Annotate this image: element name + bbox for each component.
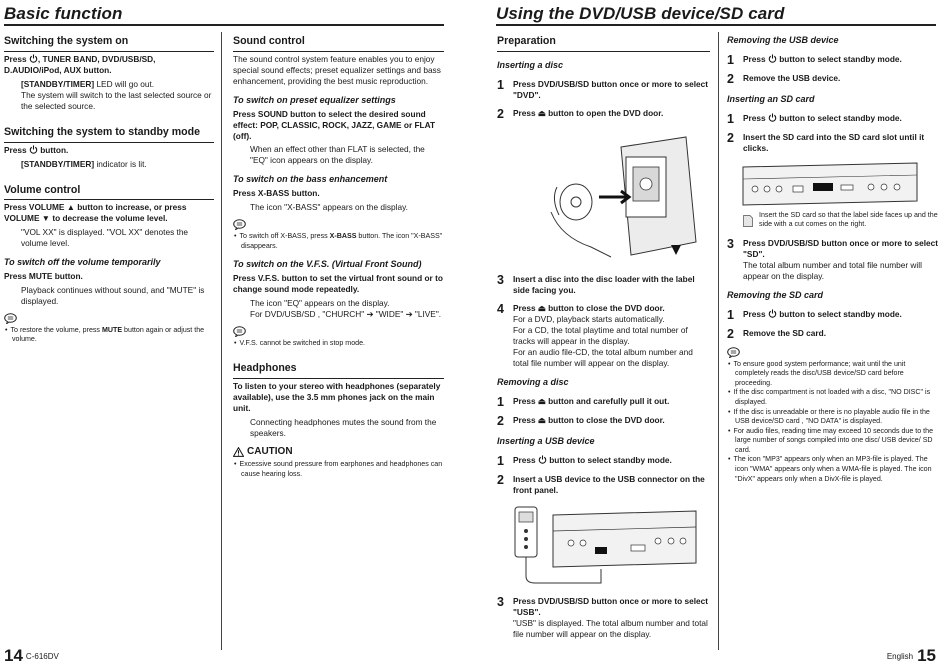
section-heading: Preparation: [497, 35, 710, 52]
usb-connection-illustration: [513, 501, 698, 589]
note-icon: [4, 313, 17, 324]
step-result: For an audio file-CD, the total album number and total file number will appear on the display.: [513, 347, 693, 369]
step: 2 Insert a USB device to the USB connector on the front panel.: [497, 473, 705, 496]
note-item: • To restore the volume, press MUTE button again or adjust the volume.: [4, 326, 214, 345]
note-icon: [233, 219, 246, 230]
step: 1 Press button to select standby mode.: [497, 453, 672, 468]
instruction: Press button.: [4, 144, 69, 155]
section-heading: Volume control: [4, 184, 214, 201]
subheading: To switch off the volume temporarily: [4, 257, 161, 268]
note: [4, 326, 214, 345]
vfs-result: The icon "EQ" appears on the display.: [250, 297, 390, 308]
note-icon: [233, 326, 246, 337]
instruction: Press X-BASS button.: [233, 188, 320, 199]
eject-icon: ⏏: [537, 303, 546, 314]
power-icon: [538, 455, 547, 464]
eject-icon: ⏏: [537, 415, 546, 426]
note-item: • To switch off X-BASS, press X-BASS button. The icon "X-BASS" disappears.: [233, 232, 444, 251]
left-column-2: [233, 35, 444, 493]
instruction: Press , TUNER BAND, DVD/USB/SD, D.AUDIO/iPod, AUX button.: [4, 53, 156, 75]
subheading: Inserting a USB device: [497, 435, 595, 446]
section-heading: Sound control: [233, 35, 444, 52]
note: [727, 360, 939, 484]
instruction: Press MUTE button.: [4, 271, 83, 282]
subheading: Removing a disc: [497, 376, 569, 387]
step: 2 Remove the USB device.: [727, 72, 841, 87]
page-number: 14: [4, 646, 23, 665]
standby-section: [4, 126, 214, 170]
mute-result: Playback continues without sound, and "MUTE" is displayed.: [21, 285, 205, 306]
right-page: [482, 0, 950, 667]
step: 3 Press DVD/USB/SD button once or more to select "USB". "USB" is displayed. The total album number and total file number will appear on the display.: [497, 594, 709, 639]
step-result: "USB" is displayed. The total album number and total file number will appear on the display.: [513, 617, 708, 639]
disc-loader-illustration: [521, 127, 711, 267]
switching-on-section: [4, 35, 214, 112]
sd-card-instruction: [743, 211, 939, 231]
model-number: C-616DV: [25, 651, 59, 661]
sd-card-note: Insert the SD card so that the label side faces up and the side with a cut comes on the right.: [759, 210, 938, 229]
headphones-section: [233, 362, 444, 479]
note-item: • If the disc compartment is not loaded with a disc, "NO DISC" is displayed.: [727, 388, 939, 407]
column-divider: [221, 32, 222, 650]
subheading: Removing the SD card: [727, 289, 824, 300]
page-number: 15: [917, 646, 936, 665]
eject-icon: ⏏: [537, 395, 546, 406]
footer: [4, 646, 59, 666]
step: 4 Press ⏏ button to close the DVD door. For a DVD, playback starts automatically. For a CD, the total playtime and total number of tracks will appear in the display. For an audio file-CD, the total album number and total file number will appear on the display.: [497, 303, 710, 369]
title-rule: [4, 24, 444, 26]
volume-section: [4, 184, 214, 346]
column-divider: [718, 32, 719, 650]
footer: [884, 646, 936, 666]
note-item: • To ensure good system performance; wait until the unit completely reads the disc/USB device/SD card before proceeding.: [727, 360, 939, 389]
power-icon: [29, 145, 38, 154]
power-icon: [768, 54, 777, 63]
eject-icon: ⏏: [537, 108, 546, 119]
language-label: English: [886, 651, 914, 661]
subheading: To switch on the bass enhancement: [233, 174, 388, 185]
step: 1 Press ⏏ button and carefully pull it out.: [497, 394, 670, 409]
right-column-2: [727, 33, 939, 484]
step-result: The total album number and total file number will appear on the display.: [743, 260, 922, 281]
step-result: For a CD, the total playtime and total number of tracks will appear in the display.: [513, 325, 688, 347]
section-heading: Switching the system on: [4, 35, 214, 52]
note: [233, 232, 444, 251]
sound-section: [233, 35, 444, 348]
section-heading: Headphones: [233, 362, 444, 379]
note: [233, 339, 444, 349]
step: 1 Press DVD/USB/SD button once or more to select "DVD".: [497, 77, 709, 101]
vfs-modes: For DVD/USB/SD , "CHURCH" ➔ "WIDE" ➔ "LIVE".: [250, 308, 442, 319]
step: 3 Insert a disc into the disc loader with the label side facing you.: [497, 272, 695, 295]
sd-slot-illustration: [741, 161, 921, 207]
subheading: Inserting a disc: [497, 59, 564, 70]
subheading: Inserting an SD card: [727, 93, 815, 104]
subheading: To switch on preset equalizer settings: [233, 94, 396, 105]
step: 1 Press button to select standby mode.: [727, 52, 902, 67]
power-icon: [768, 113, 777, 122]
power-icon: [768, 309, 777, 318]
left-page: [0, 0, 470, 667]
note-item: • Excessive sound pressure from earphones and headphones can cause hearing loss.: [233, 460, 444, 479]
note: [233, 460, 444, 479]
headphones-result: Connecting headphones mutes the sound from the speakers.: [250, 417, 437, 439]
step: 2 Insert the SD card into the SD card slot until it clicks.: [727, 131, 925, 154]
eq-result: When an effect other than FLAT is selected, the "EQ" icon appears on the display.: [250, 144, 425, 166]
note-item: • If the disc is unreadable or there is no playable audio file in the USB device/SD card , "NO DATA" is displayed.: [727, 408, 939, 427]
caution-label: CAUTION: [233, 445, 444, 458]
bass-result: The icon "X-BASS" appears on the display.: [250, 202, 408, 213]
step: 1 Press button to select standby mode.: [727, 307, 902, 322]
note-item: • The icon "MP3" appears only when an MP3-file is played. The icon "WMA" appears only when a WMA-file is played. The icon "DivX" appears only when a DivX-file is played.: [727, 455, 939, 484]
page-title: Using the DVD/USB device/SD card: [496, 4, 785, 23]
section-heading: Switching the system to standby mode: [4, 126, 214, 143]
sound-intro: The sound control system feature enables you to enjoy special sound effects; preset equalizer settings and bass enhancement, providing the best music reproduction.: [233, 53, 441, 86]
step: 1 Press button to select standby mode.: [727, 111, 902, 126]
note-icon: [727, 347, 740, 358]
step-result: For a DVD, playback starts automatically.: [513, 314, 665, 325]
step: 2 Press ⏏ button to open the DVD door.: [497, 107, 664, 122]
right-column-1: [497, 35, 710, 640]
title-rule: [496, 24, 936, 26]
subheading: Removing the USB device: [727, 35, 839, 45]
subheading: To switch on the V.F.S. (Virtual Front Sound): [233, 259, 422, 270]
step: 3 Press DVD/USB/SD button once or more to select "SD". The total album number and total file number will appear on the display.: [727, 236, 939, 281]
instruction: Press V.F.S. button to set the virtual front sound or to change sound mode repeatedly.: [233, 273, 443, 295]
note-item: • V.F.S. cannot be switched in stop mode.: [233, 339, 444, 349]
led-result: [STANDBY/TIMER] LED will go out.: [21, 78, 155, 89]
page-title: Basic function: [4, 4, 123, 23]
switch-result: The system will switch to the last selected source or the selected source.: [21, 89, 212, 111]
volume-result: "VOL XX" is displayed. "VOL XX" denotes the volume level.: [21, 227, 189, 249]
note-item: • For audio files, reading time may exceed 10 seconds due to the large number of songs compiled into one disc/ USB device/ SD card.: [727, 427, 939, 456]
instruction: To listen to your stereo with headphones (separately available), use the 3.5 mm phones jack on the main unit.: [233, 381, 441, 414]
instruction: Press SOUND button to select the desired sound effect: POP, CLASSIC, ROCK, JAZZ, GAME or FLAT (off).: [233, 108, 436, 141]
left-column-1: [4, 35, 214, 359]
standby-result: [STANDBY/TIMER] indicator is lit.: [21, 158, 147, 169]
instruction: Press VOLUME ▲ button to increase, or press VOLUME ▼ to decrease the volume level.: [4, 202, 187, 224]
power-icon: [29, 54, 38, 63]
step: 2 Press ⏏ button to close the DVD door.: [497, 414, 665, 429]
sd-card-icon: [743, 211, 753, 231]
warning-icon: [233, 447, 244, 457]
step: 2 Remove the SD card.: [727, 327, 826, 342]
